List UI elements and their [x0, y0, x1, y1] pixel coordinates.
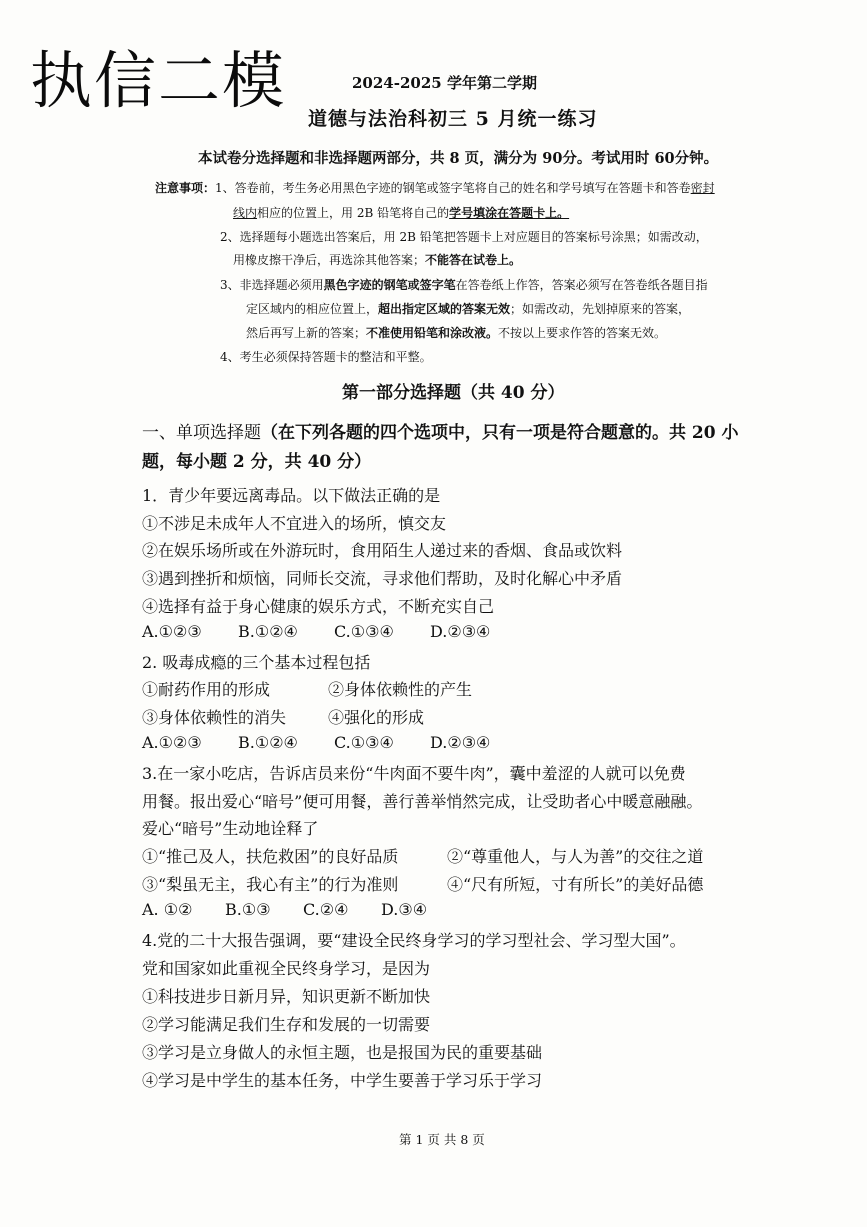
notice-line-4: 用橡皮擦干净后，再选涂其他答案；不能答在试卷上。: [233, 253, 522, 267]
question-4-stem: 党和国家如此重视全民终身学习，是因为: [142, 959, 431, 978]
question-2-item: ②身体依赖性的产生: [328, 680, 473, 699]
notice-line-3: 2、选择题每小题选出答案后，用 2B 铅笔把答题卡上对应题目的答案标号涂黑；如需改动，: [220, 230, 708, 244]
option: D.②③④: [430, 733, 491, 752]
question-3-stem: 爱心“暗号”生动地诠释了: [142, 819, 319, 838]
notice-line-2: 线内相应的位置上，用 2B 铅笔将自己的学号填涂在答题卡上。: [233, 206, 570, 220]
question-3-item: ④“尺有所短，寸有所长”的美好品德: [447, 875, 704, 894]
section-heading-cont: 题，每小题 2 分，共 40 分）: [142, 452, 372, 472]
option: C.②④: [303, 900, 349, 919]
option: A. ①②: [142, 900, 193, 919]
option: D.③④: [381, 900, 428, 919]
question-4-item: ④学习是中学生的基本任务，中学生要善于学习乐于学习: [142, 1071, 543, 1090]
notice-head: 注意事项：: [155, 181, 216, 195]
option: C.①③④: [334, 622, 394, 641]
question-4-item: ②学习能满足我们生存和发展的一切需要: [142, 1015, 431, 1034]
question-2-items-row: [142, 677, 472, 700]
question-1-item: ④选择有益于身心健康的娱乐方式，不断充实自己: [142, 597, 495, 616]
question-2-stem: 2. 吸毒成瘾的三个基本过程包括: [142, 653, 371, 672]
question-3-item: ②“尊重他人，与人为善”的交往之道: [447, 847, 704, 866]
option: A.①②③: [142, 733, 202, 752]
question-1-stem: 1．青少年要远离毒品。以下做法正确的是: [142, 486, 441, 505]
option: C.①③④: [334, 733, 394, 752]
question-3-items-row: [142, 844, 703, 867]
part-heading: 第一部分选择题（共 40 分）: [342, 383, 565, 403]
question-2-options: [142, 733, 490, 752]
notice-line-7: 然后再写上新的答案；不准使用铅笔和涂改液。不按以上要求作答的答案无效。: [246, 326, 667, 340]
question-4-item: ①科技进步日新月异，知识更新不断加快: [142, 987, 431, 1006]
exam-title: 道德与法治科初三 5 月统一练习: [308, 108, 598, 130]
exam-intro: 本试卷分选择题和非选择题两部分，共 8 页，满分为 90分。考试用时 60分钟。: [198, 150, 719, 167]
school-brand: 执信二模: [30, 44, 287, 117]
question-1-item: ②在娱乐场所或在外游玩时，食用陌生人递过来的香烟、食品或饮料: [142, 541, 623, 560]
question-4-stem: 4.党的二十大报告强调，要“建设全民终身学习的学习型社会、学习型大国”。: [142, 931, 686, 950]
section-heading: 一、单项选择题（在下列各题的四个选项中，只有一项是符合题意的。共 20 小: [142, 423, 739, 443]
question-2-item: ①耐药作用的形成: [142, 680, 271, 699]
option: B.①②④: [238, 733, 298, 752]
option: D.②③④: [430, 622, 491, 641]
notice-line-8: 4、考生必须保持答题卡的整洁和平整。: [220, 350, 432, 364]
option: B.①②④: [238, 622, 298, 641]
question-4-item: ③学习是立身做人的永恒主题，也是报国为民的重要基础: [142, 1043, 543, 1062]
notice-line-1: 注意事项：1、答卷前，考生务必用黑色字迹的钢笔或签字笔将自己的姓名和学号填写在答题卡和答卷密封: [155, 181, 715, 195]
question-2-item: ③身体依赖性的消失: [142, 708, 287, 727]
notice-line-5: 3、非选择题必须用黑色字迹的钢笔或签字笔在答卷纸上作答，答案必须写在答卷纸各题目指: [220, 278, 708, 292]
question-1-item: ③遇到挫折和烦恼，同师长交流，寻求他们帮助，及时化解心中矛盾: [142, 569, 623, 588]
question-3-options: [142, 900, 427, 919]
question-3-items-row: [142, 872, 703, 895]
question-1-item: ①不涉足未成年人不宜进入的场所，慎交友: [142, 514, 447, 533]
question-3-item: ③“梨虽无主，我心有主”的行为准则: [142, 875, 399, 894]
question-3-stem: 用餐。报出爱心“暗号”便可用餐，善行善举悄然完成，让受助者心中暖意融融。: [142, 792, 703, 811]
question-1-options: [142, 622, 490, 641]
option: A.①②③: [142, 622, 202, 641]
question-3-stem: 3.在一家小吃店，告诉店员来份“牛肉面不要牛肉”，囊中羞涩的人就可以免费: [142, 764, 686, 783]
option: B.①③: [225, 900, 271, 919]
question-2-items-row: [142, 705, 424, 728]
term-label: 2024-2025 学年第二学期: [352, 74, 537, 92]
page-footer: 第 1 页 共 8 页: [399, 1132, 485, 1147]
notice-line-6: 定区域内的相应位置上，超出指定区域的答案无效；如需改动，先划掉原来的答案，: [246, 302, 691, 316]
question-3-item: ①“推己及人，扶危救困”的良好品质: [142, 847, 399, 866]
question-2-item: ④强化的形成: [328, 708, 425, 727]
